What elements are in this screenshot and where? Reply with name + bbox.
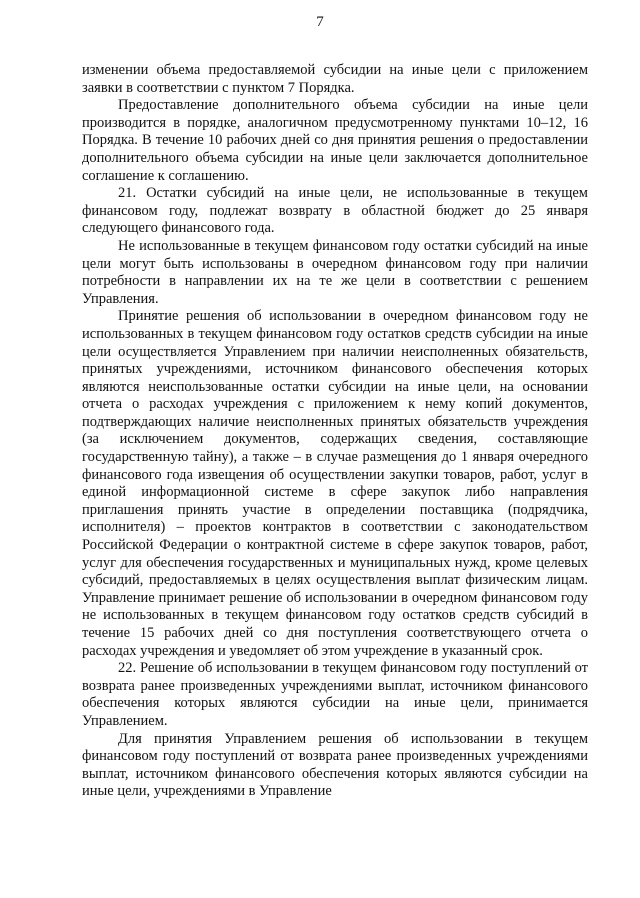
paragraph: Принятие решения об использовании в очередном финансовом году не использованных в текущем финансовом году остатков средств субсидии на иные цели осуществляется Управлением при наличии неисполненных обязательств, принятых учреждениями, источником финансового обеспечения которых являются неиспользованные остатки субсидии на иные цели, на основании отчета о расходах учреждения с приложением к нему копий документов, подтверждающих наличие неисполненных принятых обязательств учреждения (за исключением документов, содержащих сведения, составляющие государственную тайну), а также – в случае размещения до 1 января очередного финансового года извещения об осуществлении закупки товаров, работ, услуг в единой информационной системе в сфере закупок либо направления приглашения принять участие в определении поставщика (подрядчика, исполнителя) – проектов контрактов в соответствии с законодательством Российской Федерации о контрактной системе в сфере закупок товаров, работ, услуг для обеспечения государственных и муниципальных нужд, кроме целевых субсидий, предоставляемых в целях осуществления выплат физическим лицам. Управление принимает решение об использовании в очередном финансовом году не использованных в текущем финансовом году остатков средств субсидий в течение 15 рабочих дней со дня поступления соответствующего отчета о расходах учреждения и уведомляет об этом учреждение в указанный срок. bbox=[82, 308, 588, 659]
document-body bbox=[82, 62, 588, 801]
paragraph: 22. Решение об использовании в текущем финансовом году поступлений от возврата ранее произведенных учреждениями выплат, источником финансового обеспечения которых являются субсидии на иные цели, принимается Управлением. bbox=[82, 660, 588, 729]
page-number: 7 bbox=[316, 14, 324, 30]
paragraph: 21. Остатки субсидий на иные цели, не использованные в текущем финансовом году, подлежат возврату в областной бюджет до 25 января следующего финансового года. bbox=[82, 185, 588, 237]
paragraph: изменении объема предоставляемой субсидии на иные цели с приложением заявки в соответствии с пунктом 7 Порядка. bbox=[82, 62, 588, 96]
paragraph: Предоставление дополнительного объема субсидии на иные цели производится в порядке, аналогичном предусмотренному пунктами 10–12, 16 Порядка. В течение 10 рабочих дней со дня принятия решения о предоставлении дополнительного объема субсидии на иные цели заключается дополнительное соглашение к соглашению. bbox=[82, 97, 588, 184]
paragraph: Не использованные в текущем финансовом году остатки субсидий на иные цели могут быть использованы в очередном финансовом году при наличии потребности в направлении их на те же цели в соответствии с решением Управления. bbox=[82, 237, 588, 307]
paragraph: Для принятия Управлением решения об использовании в текущем финансовом году поступлений от возврата ранее произведенных учреждениями выплат, источником финансового обеспечения которых являются субсидии на иные цели, учреждениями в Управление bbox=[82, 730, 588, 800]
